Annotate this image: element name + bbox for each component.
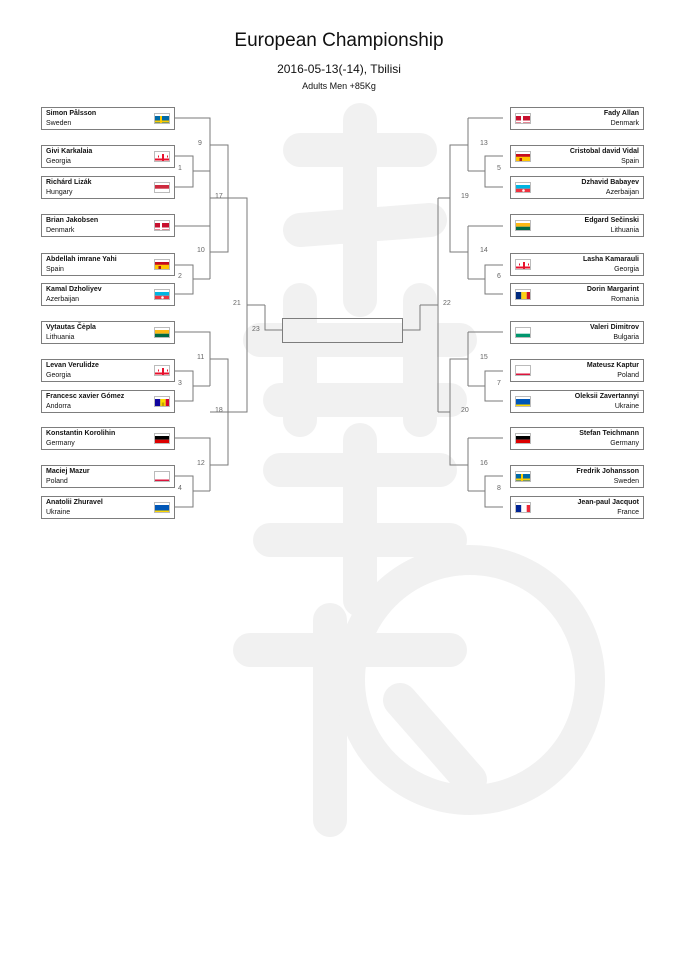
competitor-box	[510, 390, 644, 413]
competitor-country: France	[617, 509, 639, 516]
competitor-country: Azerbaijan	[605, 189, 639, 196]
competitor-country: Georgia	[46, 372, 71, 379]
competitor-country: Spain	[621, 158, 639, 165]
spain-flag-icon	[154, 259, 170, 270]
match-number: 17	[215, 193, 223, 200]
competitor-country: Germany	[610, 440, 639, 447]
competitor-country: Bulgaria	[613, 334, 639, 341]
competitor-name: Mateusz Kaptur	[586, 362, 639, 369]
competitor-box	[41, 214, 175, 237]
match-number: 5	[497, 165, 501, 172]
competitor-box	[41, 176, 175, 199]
competitor-name: Simon Pålsson	[46, 110, 97, 117]
competitor-country: Germany	[46, 440, 75, 447]
andorra-flag-icon	[154, 396, 170, 407]
sweden-flag-icon	[515, 471, 531, 482]
competitor-country: Georgia	[46, 158, 71, 165]
competitor-box	[510, 176, 644, 199]
competitor-name: Stefan Teichmann	[579, 430, 639, 437]
match-number: 4	[178, 485, 182, 492]
competitor-box	[510, 283, 644, 306]
competitor-country: Poland	[46, 478, 68, 485]
final-match-box	[282, 318, 403, 343]
competitor-country: Lithuania	[610, 227, 639, 234]
match-number: 2	[178, 273, 182, 280]
competitor-name: Richárd Lizák	[46, 179, 92, 186]
match-number: 7	[497, 380, 501, 387]
competitor-box	[41, 359, 175, 382]
georgia-flag-icon	[154, 151, 170, 162]
competitor-country: Azerbaijan	[46, 296, 80, 303]
competitor-name: Abdellah imrane Yahi	[46, 256, 117, 263]
competitor-name: Edgard Sečinski	[584, 217, 639, 224]
ukraine-flag-icon	[515, 396, 531, 407]
competitor-name: Lasha Kamarauli	[582, 256, 639, 263]
competitor-name: Givi Karkalaia	[46, 148, 93, 155]
competitor-name: Cristobal david Vidal	[569, 148, 639, 155]
competitor-box	[510, 145, 644, 168]
match-number: 18	[215, 407, 223, 414]
page-title: European Championship	[234, 30, 444, 51]
sweden-flag-icon	[154, 113, 170, 124]
lithuania-flag-icon	[154, 327, 170, 338]
spain-flag-icon	[515, 151, 531, 162]
competitor-box	[510, 359, 644, 382]
competitor-country: Sweden	[46, 120, 72, 127]
competitor-box	[41, 465, 175, 488]
lithuania-flag-icon	[515, 220, 531, 231]
competitor-name: Francesc xavier Gómez	[46, 393, 125, 400]
competitor-country: Lithuania	[46, 334, 75, 341]
competitor-country: Ukraine	[614, 403, 639, 410]
competitor-country: Andorra	[46, 403, 71, 410]
hungary-flag-icon	[154, 182, 170, 193]
competitor-name: Jean-paul Jacquot	[577, 499, 639, 506]
france-flag-icon	[515, 502, 531, 513]
match-number: 23	[252, 326, 260, 333]
match-number: 21	[233, 300, 241, 307]
georgia-flag-icon	[154, 365, 170, 376]
competitor-name: Maciej Mazur	[46, 468, 90, 475]
competitor-country: Spain	[46, 266, 64, 273]
competitor-box	[41, 427, 175, 450]
germany-flag-icon	[154, 433, 170, 444]
match-number: 14	[480, 247, 488, 254]
match-number: 6	[497, 273, 501, 280]
competitor-name: Levan Verulidze	[46, 362, 99, 369]
match-number: 3	[178, 380, 182, 387]
competitor-name: Valeri Dimitrov	[589, 324, 639, 331]
competitor-box	[510, 107, 644, 130]
competitor-box	[41, 321, 175, 344]
competitor-name: Vytautas Čėpla	[46, 324, 96, 331]
denmark-flag-icon	[154, 220, 170, 231]
bulgaria-flag-icon	[515, 327, 531, 338]
denmark-flag-icon	[515, 113, 531, 124]
germany-flag-icon	[515, 433, 531, 444]
match-number: 13	[480, 140, 488, 147]
competitor-name: Oleksii Zavertannyi	[574, 393, 639, 400]
competitor-box	[41, 253, 175, 276]
competitor-country: Denmark	[46, 227, 75, 234]
competitor-name: Fredrik Johansson	[576, 468, 639, 475]
match-number: 16	[480, 460, 488, 467]
match-number: 22	[443, 300, 451, 307]
competitor-box	[510, 214, 644, 237]
competitor-name: Kamal Dzholiyev	[46, 286, 102, 293]
competitor-country: Ukraine	[46, 509, 71, 516]
poland-flag-icon	[515, 365, 531, 376]
event-date-location: 2016-05-13(-14), Tbilisi	[277, 62, 401, 76]
weight-category: Adults Men +85Kg	[302, 81, 376, 91]
match-number: 15	[480, 354, 488, 361]
competitor-country: Poland	[617, 372, 639, 379]
competitor-box	[41, 145, 175, 168]
competitor-box	[510, 465, 644, 488]
competitor-country: Denmark	[610, 120, 639, 127]
competitor-box	[41, 496, 175, 519]
competitor-country: Hungary	[46, 189, 73, 196]
match-number: 20	[461, 407, 469, 414]
competitor-name: Fady Allan	[603, 110, 639, 117]
competitor-box	[510, 427, 644, 450]
georgia-flag-icon	[515, 259, 531, 270]
azerbaijan-flag-icon	[515, 182, 531, 193]
competitor-box	[510, 253, 644, 276]
competitor-country: Romania	[610, 296, 639, 303]
competitor-name: Konstantin Korolihin	[46, 430, 116, 437]
competitor-box	[510, 496, 644, 519]
match-number: 8	[497, 485, 501, 492]
romania-flag-icon	[515, 289, 531, 300]
match-number: 12	[197, 460, 205, 467]
competitor-box	[41, 107, 175, 130]
competitor-name: Dzhavid Babayev	[581, 179, 639, 186]
competitor-country: Sweden	[613, 478, 639, 485]
competitor-country: Georgia	[614, 266, 639, 273]
competitor-name: Dorin Margarint	[586, 286, 639, 293]
match-number: 1	[178, 165, 182, 172]
match-number: 10	[197, 247, 205, 254]
match-number: 9	[198, 140, 202, 147]
competitor-box	[41, 283, 175, 306]
competitor-name: Brian Jakobsen	[46, 217, 99, 224]
match-number: 19	[461, 193, 469, 200]
ukraine-flag-icon	[154, 502, 170, 513]
azerbaijan-flag-icon	[154, 289, 170, 300]
competitor-name: Anatolii Zhuravel	[46, 499, 103, 506]
competitor-box	[510, 321, 644, 344]
competitor-box	[41, 390, 175, 413]
match-number: 11	[197, 354, 205, 361]
poland-flag-icon	[154, 471, 170, 482]
